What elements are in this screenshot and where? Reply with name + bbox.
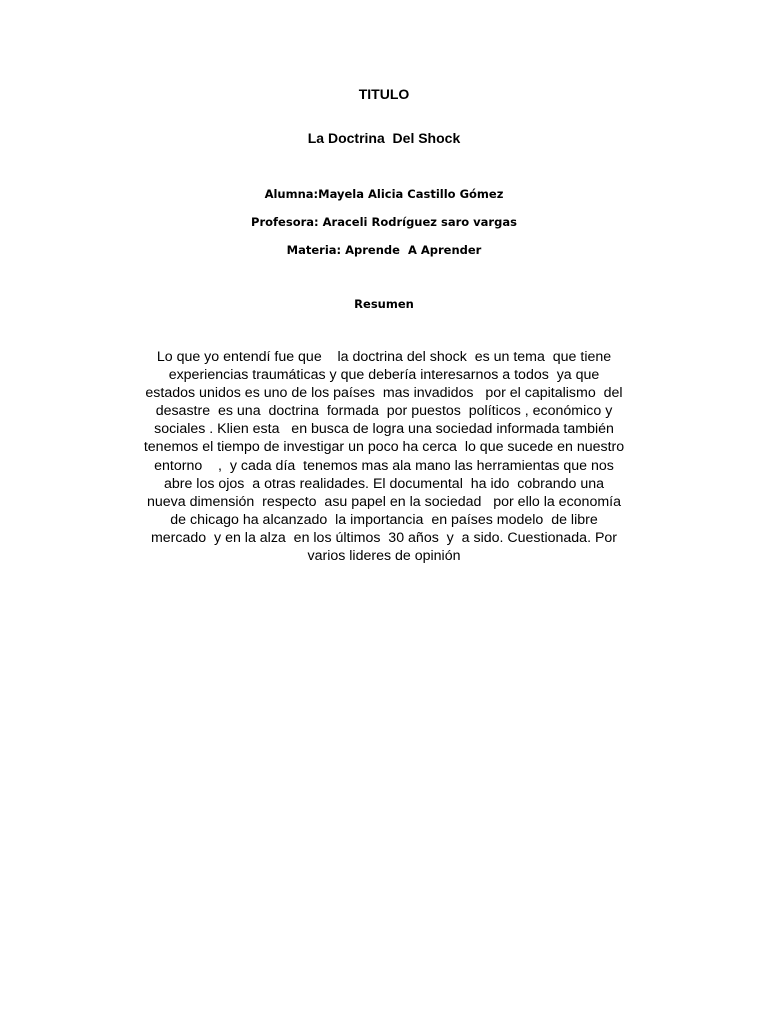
abstract-line: nueva dimensión respecto asu papel en la sociedad por ello la economía <box>146 493 621 510</box>
teacher-name: Profesora: Araceli Rodríguez saro vargas <box>251 215 517 229</box>
abstract-line: mercado y en la alza en los últimos 30 años y a sido. Cuestionada. Por <box>150 529 618 546</box>
abstract-line: abre los ojos a otras realidades. El documental ha ido cobrando una <box>163 475 605 492</box>
document-subtitle: La Doctrina Del Shock <box>307 130 461 146</box>
abstract-paragraph <box>120 348 648 565</box>
abstract-line: estados unidos es uno de los países mas invadidos por el capitalismo del <box>145 385 623 402</box>
abstract-line: varios lideres de opinión <box>307 548 461 565</box>
abstract-line: entorno , y cada día tenemos mas ala mano las herramientas que nos <box>154 457 614 474</box>
document-title: TITULO <box>358 86 410 102</box>
student-name: Alumna:Mayela Alicia Castillo Gómez <box>264 187 504 201</box>
abstract-line: Lo que yo entendí fue que la doctrina del shock es un tema que tiene <box>156 349 612 365</box>
abstract-line: desastre es una doctrina formada por puestos políticos , económico y <box>155 403 613 420</box>
abstract-line: de chicago ha alcanzado la importancia en países modelo de libre <box>170 511 598 528</box>
section-heading: Resumen <box>354 297 414 311</box>
abstract-line: sociales . Klien esta en busca de logra una sociedad informada también <box>154 421 614 438</box>
subject-name: Materia: Aprende A Aprender <box>286 243 482 257</box>
abstract-line: experiencias traumáticas y que debería interesarnos a todos ya que <box>168 367 600 384</box>
abstract-line: tenemos el tiempo de investigar un poco ha cerca lo que sucede en nuestro <box>143 439 625 456</box>
